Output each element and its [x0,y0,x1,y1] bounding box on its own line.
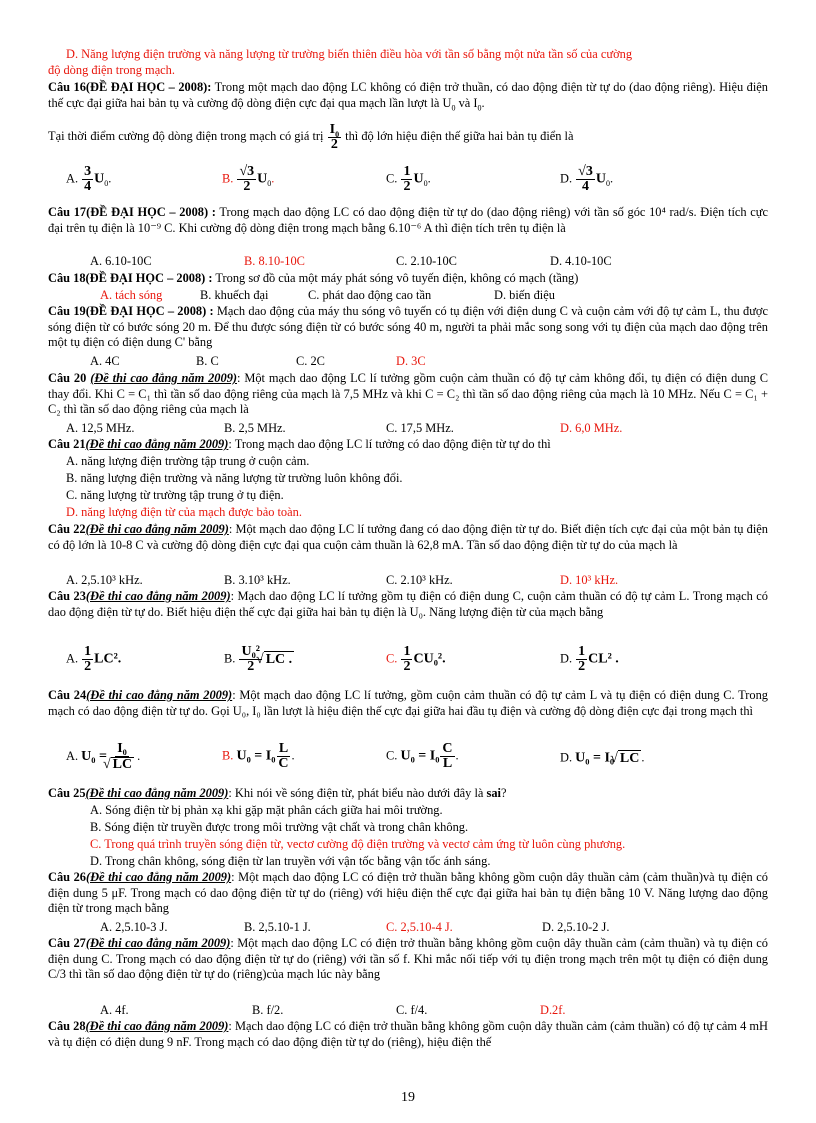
expr: CL² . [588,651,619,667]
end: . [137,748,141,763]
subscript: 0 [423,178,428,188]
q16-option-d[interactable]: D. $\frac{√3}{4}$ $U_0$. [560,164,614,194]
question-24-label: Câu 24 [48,688,87,702]
frac-num: U₀² [241,644,260,659]
q17-option-c[interactable]: C. 2.10-10C [396,254,457,268]
option-letter: B. [222,171,234,186]
q26-option-a[interactable]: A. 2,5.10-3 J. [100,920,168,934]
question-24-stem: : Một mạch dao động LC lí tưởng, gồm cuộn cảm thuần có độ tự cảm L và tụ điện có điện dung C. Trong mạch có dao động điện từ tự do. Gọi U₀, I₀ lần lượt là hiệu điện thế cực đại giữa hai đầu tụ điện và cường độ dòng điện cực đại trong mạch thì [48,688,768,718]
option-letter: C. [386,171,398,186]
question-16-label: Câu 16(ĐỀ ĐẠI HỌC – 2008): [48,80,212,94]
question-26-source: (Đề thi cao đẳng năm 2009) [85,870,232,884]
option-letter: C. [386,651,398,666]
q23-option-c[interactable] [386,645,446,674]
option-letter: A. [66,171,79,186]
question-18-label: Câu 18(ĐỀ ĐẠI HỌC – 2008) : [48,271,213,285]
q18-option-c[interactable]: C. phát dao động cao tần [308,288,432,302]
sqrt-expr: √ LC [618,750,641,767]
sqrt-expr: √ LC [111,757,134,772]
question-16-stem: Trong một mạch dao động LC không có điện trở thuần, có dao động điện từ tự do (dao động riêng). Hiệu điện thế cực đại giữa hai bản tụ và cường độ dòng điện cực đại qua mạch lần lượt là U [48,80,768,110]
frac-num: √3 [239,164,255,179]
expr: CU₀². [413,651,446,667]
q20-option-d[interactable]: D. 6,0 MHz. [560,421,623,435]
q26-option-d[interactable]: D. 2,5.10-2 J. [542,920,610,934]
q16-option-b[interactable]: B. $\frac{√3}{2}$ $U_0$. [222,164,275,194]
question-22-stem: : Một mạch dao động LC lí tưởng đang có dao động điện từ tự do. Biết điện tích cực đại của một bản tụ điện có độ lớn là 10-8 C và cường độ dòng điện cực đại qua cuộn cảm thuần là 62,8 mA. Tần số dao động điện từ tự do của mạch là [48,522,768,552]
question-19-label: Câu 19(ĐỀ ĐẠI HỌC – 2008) : [48,304,214,318]
question-22 [48,522,768,553]
q21-option-a[interactable]: A. năng lượng điện trường tập trung ở cuộn cảm. [66,454,310,468]
lhs: U₀ = [81,749,107,764]
q18-option-a[interactable]: A. tách sóng [100,288,163,302]
frac-den: 2 [84,659,92,674]
frac-den: 2 [330,136,338,152]
frac-num: √3 [578,164,593,179]
q20-option-a[interactable]: A. 12,5 MHz. [66,421,135,435]
question-24-source: (Đề thi cao đẳng năm 2009) [86,688,233,702]
question-18 [48,271,768,287]
question-17-stem: Trong mạch dao động LC có dao động điện từ tự do (dao động riêng) với tần số góc 10⁴ rad/s. Điện tích cực đại trên tụ điện là 10⁻⁹ C. Khi cường độ dòng điện trong mạch bằng 6.10⁻⁶ A thì điện tích trên tụ điện là [48,205,768,235]
question-16-stem2b: thì độ lớn hiệu điện thế giữa hai bản tụ điển là [345,129,574,143]
question-21-label: Câu 21 [48,437,86,451]
question-28 [48,1019,768,1050]
question-25-stem: : Khi nói về sóng điện từ, phát biểu nào dưới đây là [228,786,487,800]
q20-option-b[interactable]: B. 2,5 MHz. [224,421,286,435]
question-20-options [66,420,766,436]
prev-question-option-d [66,47,768,63]
question-17-label: Câu 17(ĐỀ ĐẠI HỌC – 2008) : [48,205,216,219]
prev-question-option-d-cont [48,63,768,79]
question-19 [48,304,768,351]
option-letter: B. [222,748,234,763]
question-27-source: (Đề thi cao đẳng năm 2009) [85,936,231,950]
q27-option-a[interactable]: A. 4f. [100,1003,129,1017]
question-18-options [66,287,766,303]
question-26-options [66,919,766,935]
q26-option-b[interactable]: B. 2,5.10-1 J. [244,920,311,934]
q27-option-b[interactable]: B. f/2. [252,1003,284,1017]
q22-option-b[interactable]: B. 3.10³ kHz. [224,573,291,587]
question-28-source: (Đề thi cao đẳng năm 2009) [85,1019,229,1033]
q25-option-c[interactable]: C. Trong quá trình truyền sóng điện từ, vectơ cường độ điện trường và vectơ cảm ứng từ luôn cùng phương. [90,837,626,851]
q26-option-c[interactable]: C. 2,5.10-4 J. [386,920,453,934]
end: . [455,748,459,763]
question-23-label: Câu 23 [48,589,86,603]
u-symbol: U [595,171,606,187]
q21-option-b[interactable]: B. năng lượng điện trường và năng lượng từ trường luôn không đổi. [66,471,403,485]
q23-option-b[interactable] [224,645,294,674]
q24-option-c[interactable] [386,742,459,771]
subscript: 0 [335,129,340,139]
u-symbol: U [94,171,105,187]
question-22-options [66,572,766,588]
q19-option-b[interactable]: B. C [196,354,219,368]
q18-option-b[interactable]: B. khuếch đại [200,288,269,302]
question-20 [48,371,768,418]
prev-option-d-line1: D. Năng lượng điện trường và năng lượng từ trường biến thiên điều hòa với tần số bằng một nửa tần số của cường [66,47,633,61]
question-22-source: (Đề thi cao đẳng năm 2009) [85,522,229,536]
question-26-label: Câu 26 [48,870,86,884]
frac-num: 1 [578,644,586,659]
subscript: 0 [605,178,610,188]
fraction-i0-over-2 [328,123,341,152]
q17-option-b[interactable]: B. 8.10-10C [244,254,305,268]
subscript: 0 [267,178,272,188]
sqrt-expr: √ LC . [264,651,294,668]
question-17-options [66,253,766,269]
q24-option-a[interactable] [66,742,140,772]
frac-num: I₀ [117,741,127,756]
q20-option-c[interactable]: C. 17,5 MHz. [386,421,454,435]
frac-den: 2 [403,179,411,194]
question-24 [48,688,768,719]
question-19-stem: Mạch dao động của máy thu sóng vô tuyến có tụ điện với điện dung C và cuộn cảm với độ tự cảm L, thu được sóng điện từ có bước sóng 20 m. Để thu được sóng điện từ có bước sóng 40 m, người ta phải mắc song song với tụ điện của mạch dao động trên một tụ điện có điện dung C' bằng [48,304,768,349]
frac-num: 1 [84,644,92,659]
question-25-emphasis: sai [486,786,501,800]
q25-option-d[interactable]: D. Trong chân không, sóng điện từ lan truyền với vận tốc bằng vận tốc ánh sáng. [90,854,491,868]
frac-den: 2 [243,179,251,194]
frac-num: C [442,741,453,756]
q22-option-d[interactable]: D. 10³ kHz. [560,573,619,587]
q27-option-d[interactable]: D.2f. [540,1003,566,1017]
end: . [291,748,295,763]
question-16 [48,80,768,111]
q19-option-a[interactable]: A. 4C [90,354,120,368]
question-26-stem: : Một mạch dao động LC có điện trở thuần bằng không gồm cuộn dây thuần cảm (cảm thuần)và tụ điện có điện dung 5 μF. Trong mạch có dao động điện từ tự do (riêng) với hiệu điện thế cực đại giữa hai bản tụ điện bằng 10 V. Năng lượng dao động điện từ trong mạch bằng [48,870,768,915]
question-25-stem-end: ? [500,786,507,800]
option-letter: A. [66,651,79,666]
question-21-stem: : Trong mạch dao động LC lí tưởng có dao động điện từ tự do thì [228,437,551,451]
q24-option-d[interactable] [560,750,644,767]
frac-den: C [278,756,289,771]
frac-num: 3 [84,164,92,179]
frac-den: L [442,756,453,771]
question-28-label: Câu 28 [48,1019,86,1033]
end: . [641,750,645,765]
frac-num: L [278,741,289,756]
question-16-stem-c: . [481,95,485,110]
frac-num: I [329,121,336,137]
question-28-stem: : Mạch dao động LC có điện trở thuần bằng không gồm cuộn dây thuần cảm (cảm thuần) có độ tự cảm 4 mH và tụ điện có điện dung 9 nF. Trong mạch có dao động điện từ tự do (riêng), hiệu điện thế [48,1019,768,1049]
question-21-source: (Đề thi cao đẳng năm 2009) [85,437,229,451]
question-25-label: Câu 25 [48,786,86,800]
question-20-label: Câu 20 [48,371,91,385]
lhs: U₀ = I₀ [400,748,440,764]
question-25 [48,786,768,802]
q19-option-c[interactable]: C. 2C [296,354,325,368]
option-letter: C. [386,748,398,763]
frac-num: 1 [403,164,411,179]
q16-option-c[interactable]: C. $\frac{1}{2}$ $U_0$. [386,164,431,194]
u-symbol: U [257,171,268,187]
q16-option-a[interactable]: A. $\frac{3}{4}$ $U_0$. [66,164,112,194]
q27-option-c[interactable]: C. f/4. [396,1003,428,1017]
q22-option-a[interactable]: A. 2,5.10³ kHz. [66,573,143,587]
lhs: U₀ = I₀ [575,750,615,766]
option-letter: D. [560,750,573,765]
q22-option-c[interactable]: C. 2.10³ kHz. [386,573,453,587]
question-16-options [66,165,766,199]
question-16-stem-b: và I [455,95,478,110]
q23-option-d[interactable] [560,645,619,674]
question-26 [48,870,768,917]
q17-option-a[interactable]: A. 6.10-10C [90,254,152,268]
question-18-stem: Trong sơ đồ của một máy phát sóng vô tuyến điện, không có mạch (tầng) [215,271,579,285]
q18-option-d[interactable]: D. biến điệu [494,288,555,302]
question-23-source: (Đề thi cao đẳng năm 2009) [85,589,231,603]
question-17 [48,205,768,236]
option-letter: B. [224,651,236,666]
question-16-stem2a: Tại thời điểm cường độ dòng điện trong mạch có giá trị [48,129,324,143]
question-27-stem: : Một mạch dao động LC có điện trở thuần bằng không gồm cuộn dây thuần cảm (cảm thuần) và tụ điện có điện dung C. Trong mạch có dao động điện từ tự do (riêng) với tần số f. Khi mắc nối tiếp với tụ điện trong mạch trên một tụ điện có điện dung C/3 thì tần số dao động điện từ tự do (riêng)của mạch lúc này bằng [48,936,768,981]
option-letter: D. [560,171,573,186]
frac-den: 4 [84,179,92,194]
question-20-source: (Đề thi cao đẳng năm 2009) [90,371,238,385]
q25-option-b[interactable]: B. Sóng điện từ truyền được trong môi trường vật chất và trong chân không. [90,820,469,834]
frac-den: 2 [247,659,255,674]
question-27-options [66,1002,766,1018]
subscript: 0 [451,102,456,112]
question-20-stem: : Một mạch dao động LC lí tưởng gồm cuộn cảm thuần có độ tự cảm không đổi, tụ điện có điện dung C thay đổi. Khi C = C₁ thì tần số dao động riêng của mạch là 7,5 MHz và khi C = C₂ thì tần số dao động riêng của mạch là 10 MHz. Nếu C = C₁ + C₂ thì tần số dao động riêng của mạch là [48,371,769,416]
question-27 [48,936,768,983]
frac-den: 4 [582,179,589,194]
expr: LC². [94,651,122,667]
q24-option-b[interactable] [222,742,295,771]
q21-option-d[interactable]: D. năng lượng điện từ của mạch được bảo toàn. [66,505,302,519]
option-letter: D. [560,651,573,666]
question-24-options [66,742,766,780]
question-25-source: (Đề thi cao đẳng năm 2009) [85,786,229,800]
subscript: 0 [477,102,482,112]
q25-option-a[interactable]: A. Sóng điện từ bị phản xạ khi gặp mặt phân cách giữa hai môi trường. [90,803,443,817]
q17-option-d[interactable]: D. 4.10-10C [550,254,612,268]
page-number: 19 [401,1090,415,1105]
q21-option-c[interactable]: C. năng lượng từ trường tập trung ở tụ điện. [66,488,284,502]
question-19-options [66,353,766,369]
subscript: 0 [104,178,109,188]
question-16-line2 [48,121,768,152]
question-23-stem: : Mạch dao động LC lí tưởng gồm tụ điện có điện dung C, cuộn cảm thuần có độ tự cảm L. Trong mạch có dao động điện từ tự do. Biết hiệu điện thế cực đại giữa hai bản tụ điện là U₀. Năng lượng điện từ của mạch bằng [48,589,768,619]
option-letter: A. [66,748,79,763]
question-22-label: Câu 22 [48,522,86,536]
lhs: U₀ = I₀ [236,748,276,764]
q23-option-a[interactable] [66,645,121,674]
question-23 [48,589,768,620]
question-27-label: Câu 27 [48,936,86,950]
question-23-options [66,645,766,679]
frac-den: 2 [403,659,411,674]
frac-num: 1 [403,644,411,659]
q19-option-d[interactable]: D. 3C [396,354,426,368]
u-symbol: U [413,171,424,187]
question-21 [48,437,768,453]
frac-den: 2 [578,659,586,674]
prev-option-d-line2: độ dòng điện trong mạch. [48,63,175,77]
